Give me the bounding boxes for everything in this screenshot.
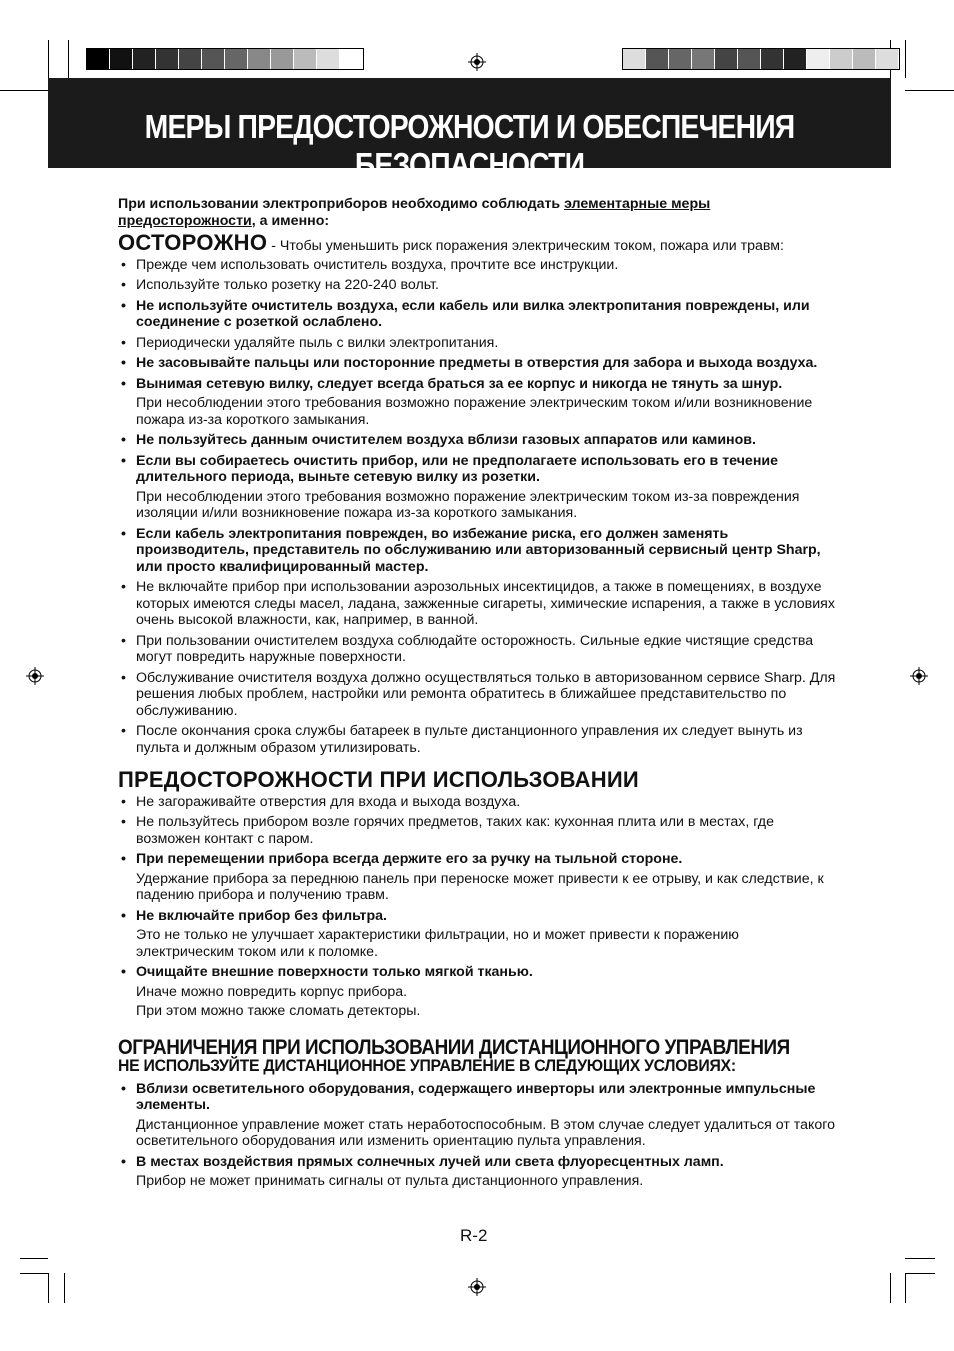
color-swatch xyxy=(853,49,876,69)
crop-mark xyxy=(48,40,49,78)
color-swatch xyxy=(202,49,225,69)
warning-list xyxy=(118,257,840,757)
crop-mark xyxy=(48,1273,49,1303)
crop-mark xyxy=(905,40,906,78)
usage-heading: ПРЕДОСТОРОЖНОСТИ ПРИ ИСПОЛЬЗОВАНИИ xyxy=(118,767,639,792)
list-item: • При пользовании очистителем воздуха соблюдайте осторожность. Сильные едкие чистящие средства могут повредить наружные поверхности. xyxy=(118,633,840,666)
list-item: • Вблизи осветительного оборудования, содержащего инверторы или электронные импульсные элементы. xyxy=(118,1081,840,1114)
intro-text-underlined: элементарные меры предосторожности xyxy=(118,196,711,229)
list-item-note: При этом можно также сломать детекторы. xyxy=(136,1003,421,1019)
list-item: • Используйте только розетку на 220-240 вольт. xyxy=(118,277,840,294)
intro-text xyxy=(118,196,840,229)
crop-mark xyxy=(20,1273,48,1274)
crop-mark xyxy=(905,1273,935,1274)
color-swatch xyxy=(294,49,317,69)
color-swatch xyxy=(738,49,761,69)
main-content xyxy=(118,196,840,1194)
registration-mark-icon xyxy=(26,667,44,685)
color-swatch xyxy=(669,49,692,69)
color-swatch xyxy=(271,49,294,69)
list-item: • Не пользуйтесь данным очистителем воздуха вблизи газовых аппаратов или каминов. xyxy=(118,432,840,449)
crop-mark xyxy=(0,90,48,91)
list-item: • В местах воздействия прямых солнечных лучей или света флуоресцентных ламп. xyxy=(118,1154,840,1171)
list-item: • После окончания срока службы батареек в пульте дистанционного управления их следует вынуть из пульта и должным образом утилизировать. xyxy=(118,723,840,756)
list-item-note: Прибор не может принимать сигналы от пульта дистанционного управления. xyxy=(136,1173,644,1189)
crop-mark xyxy=(890,1273,891,1303)
usage-list xyxy=(118,794,840,1020)
list-item-note: Иначе можно повредить корпус прибора. xyxy=(136,983,408,1000)
list-item-note: Удержание прибора за переднюю панель при переноске может привести к ее отрыву, и как следствие, к падению прибора и получению травм. xyxy=(136,870,824,903)
color-swatch xyxy=(692,49,715,69)
list-item: • Если кабель электропитания поврежден, во избежание риска, его должен заменять производитель, представитель по обслуживанию или авторизованный сервисный центр Sharp, или просто квалифицированный мастер. xyxy=(118,526,840,576)
color-swatch xyxy=(623,49,646,69)
crop-mark xyxy=(20,1258,48,1259)
list-item: • Если вы собираетесь очистить прибор, или не предполагаете использовать его в течение длительного периода, выньте сетевую вилку из розетки. xyxy=(118,453,840,486)
list-item: • Обслуживание очистителя воздуха должно осуществляться только в авторизованном сервисе Sharp. Для решения любых проблем, настройки или ремонта обратитесь в ближайшее представительство по обслуживанию. xyxy=(118,670,840,720)
crop-mark xyxy=(905,90,954,91)
page-title: МЕРЫ ПРЕДОСТОРОЖНОСТИ И ОБЕСПЕЧЕНИЯ БЕЗОПАСНОСТИ xyxy=(144,108,795,183)
list-item-note: При несоблюдении этого требования возможно поражение электрическим током и/или возникновение пожара из-за короткого замыкания. xyxy=(136,395,813,428)
list-item-note: При несоблюдении этого требования возможно поражение электрическим током из-за повреждения изоляции и/или возникновение пожара из-за короткого замыкания. xyxy=(136,488,800,521)
color-swatch xyxy=(248,49,271,69)
color-swatch xyxy=(646,49,669,69)
list-item: • Не включайте прибор без фильтра. xyxy=(118,908,840,925)
color-swatch xyxy=(317,49,340,69)
list-item: • Прежде чем использовать очиститель воздуха, прочтите все инструкции. xyxy=(118,257,840,274)
remote-list xyxy=(118,1081,840,1190)
list-item: • Периодически удаляйте пыль с вилки электропитания. xyxy=(118,335,840,352)
color-swatch xyxy=(110,49,133,69)
list-item: • Не пользуйтесь прибором возле горячих предметов, таких как: кухонная плита или в местах, где возможен контакт с паром. xyxy=(118,814,840,847)
intro-text-after: , а именно: xyxy=(251,212,330,229)
list-item: • Вынимая сетевую вилку, следует всегда браться за ее корпус и никогда не тянуть за шнур. xyxy=(118,376,840,393)
color-swatch xyxy=(807,49,830,69)
color-swatch xyxy=(179,49,202,69)
color-swatch xyxy=(87,49,110,69)
crop-mark xyxy=(905,1258,935,1259)
remote-subheading: НЕ ИСПОЛЬЗУЙТЕ ДИСТАНЦИОННОЕ УПРАВЛЕНИЕ В СЛЕДУЮЩИХ УСЛОВИЯХ: xyxy=(118,1056,736,1075)
color-swatch xyxy=(715,49,738,69)
color-swatch xyxy=(340,49,363,69)
color-swatch xyxy=(784,49,807,69)
color-swatch xyxy=(133,49,156,69)
color-swatch xyxy=(225,49,248,69)
warning-heading: ОСТОРОЖНО xyxy=(118,230,268,255)
intro-text-before: При использовании электроприборов необходимо соблюдать xyxy=(118,196,565,212)
list-item: • Не включайте прибор при использовании аэрозольных инсектицидов, а также в помещениях, в воздухе которых имеются следы масел, ладана, зажженные сигареты, химические испарения, а также в условиях очень высокой влажности, как, например, в ванной. xyxy=(118,579,840,629)
page-number: R-2 xyxy=(460,1226,488,1245)
warning-subtitle: - Чтобы уменьшить риск поражения электрическим током, пожара или травм: xyxy=(267,238,784,254)
crop-mark xyxy=(905,1273,906,1303)
color-calibration-bar-right xyxy=(622,48,900,70)
registration-mark-icon xyxy=(910,667,928,685)
list-item-note: Это не только не улучшает характеристики фильтрации, но и может привести к поражению электрическим током или к поломке. xyxy=(136,927,739,960)
registration-mark-icon xyxy=(468,53,486,71)
crop-mark xyxy=(64,1273,65,1303)
registration-mark-icon xyxy=(468,1278,486,1296)
remote-heading: ОГРАНИЧЕНИЯ ПРИ ИСПОЛЬЗОВАНИИ ДИСТАНЦИОННОГО УПРАВЛЕНИЯ xyxy=(118,1035,790,1059)
list-item-note: Дистанционное управление может стать неработоспособным. В этом случае следует удалиться от такого осветительного оборудования или изменить ориентацию пульта управления. xyxy=(136,1116,835,1149)
color-calibration-bar-left xyxy=(86,48,364,70)
color-swatch xyxy=(156,49,179,69)
color-swatch xyxy=(830,49,853,69)
list-item: • Не засовывайте пальцы или посторонние предметы в отверстия для забора и выхода воздуха. xyxy=(118,355,840,372)
color-swatch xyxy=(761,49,784,69)
warning-heading-line xyxy=(118,230,840,255)
crop-mark xyxy=(68,40,69,78)
list-item: • Не используйте очиститель воздуха, если кабель или вилка электропитания повреждены, или соединение с розеткой ослаблено. xyxy=(118,298,840,331)
title-bar xyxy=(48,78,891,183)
list-item: • Очищайте внешние поверхности только мягкой тканью. xyxy=(118,964,840,981)
list-item: • Не загораживайте отверстия для входа и выхода воздуха. xyxy=(118,794,840,811)
color-swatch xyxy=(876,49,899,69)
list-item: • При перемещении прибора всегда держите его за ручку на тыльной стороне. xyxy=(118,851,840,868)
